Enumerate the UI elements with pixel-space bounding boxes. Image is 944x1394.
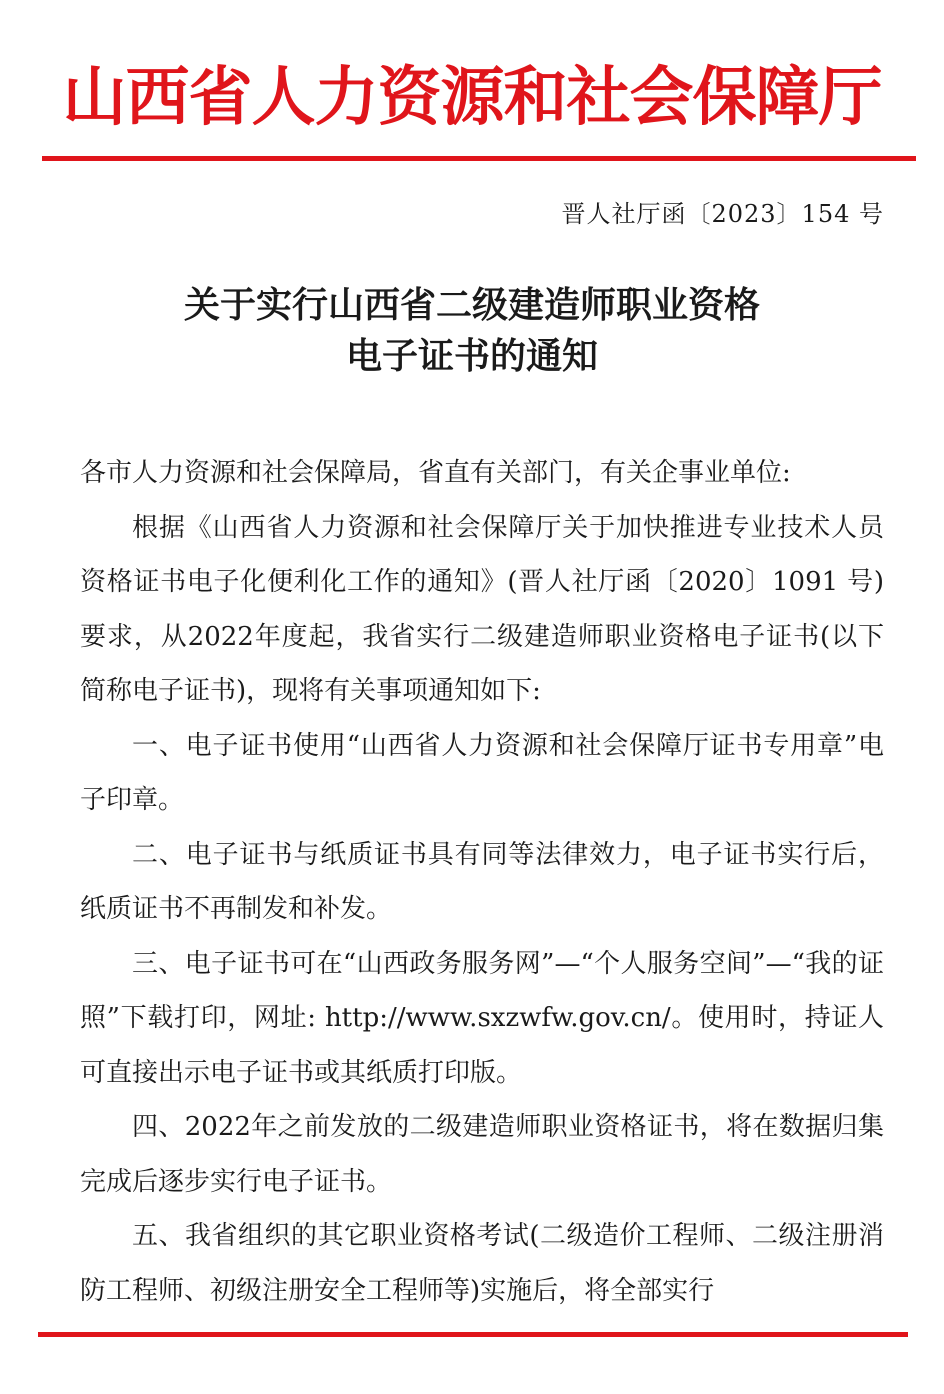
paragraph-item-4: 四、2022年之前发放的二级建造师职业资格证书，将在数据归集完成后逐步实行电子证书。 bbox=[80, 1112, 884, 1197]
paragraph-item-3: 三、电子证书可在“山西政务服务网”—“个人服务空间”—“我的证照”下载打印，网址: http://www.sxzwfw.gov.cn/。使用时，持证人可直接出示电子证书或其纸质打印版。 bbox=[80, 948, 884, 1088]
notice-body bbox=[80, 446, 884, 1318]
paragraph-intro: 根据《山西省人力资源和社会保障厅关于加快推进专业技术人员资格证书电子化便利化工作的通知》(晋人社厅函〔2020〕1091 号)要求，从2022年度起，我省实行二级建造师职业资格电子证书(以下简称电子证书)，现将有关事项通知如下: bbox=[80, 512, 884, 706]
notice-title-line-2: 电子证书的通知 bbox=[345, 335, 598, 377]
notice-title-line-1: 关于实行山西省二级建造师职业资格 bbox=[183, 284, 760, 326]
paragraph-item-2: 二、电子证书与纸质证书具有同等法律效力，电子证书实行后，纸质证书不再制发和补发。 bbox=[80, 839, 884, 924]
org-masthead: 山西省人力资源和社会保障厅 bbox=[62, 61, 882, 135]
document-number: 晋人社厅函〔2023〕154 号 bbox=[561, 200, 884, 228]
masthead-divider bbox=[42, 156, 916, 161]
footer-divider bbox=[38, 1332, 908, 1337]
salutation: 各市人力资源和社会保障局，省直有关部门，有关企事业单位: bbox=[80, 458, 791, 488]
paragraph-item-5: 五、我省组织的其它职业资格考试(二级造价工程师、二级注册消防工程师、初级注册安全工程师等)实施后，将全部实行 bbox=[80, 1221, 884, 1306]
paragraph-item-1: 一、电子证书使用“山西省人力资源和社会保障厅证书专用章”电子印章。 bbox=[80, 730, 884, 815]
